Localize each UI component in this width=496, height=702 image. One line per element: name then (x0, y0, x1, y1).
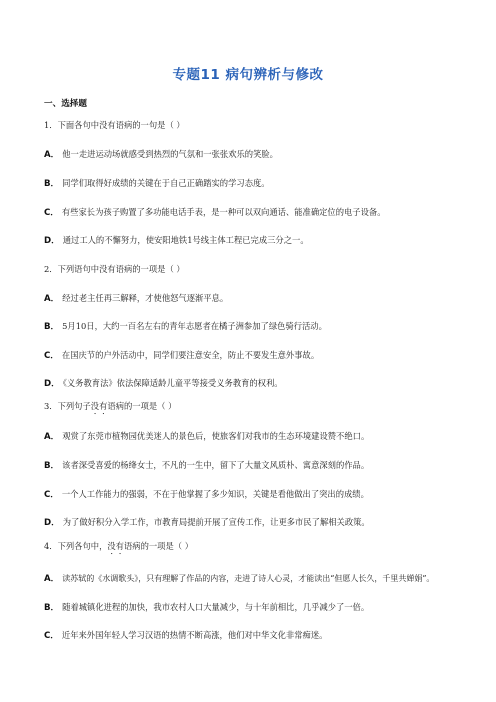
option-text: 该者深受喜爱的杨绛女士，不凡的一生中，留下了大量文风质朴、寓意深刻的作品。 (62, 460, 370, 470)
question-2-stem (44, 264, 464, 275)
option-text: 为了做好积分入学工作，市教育局提前开展了宣传工作，让更多市民了解相关政策。 (62, 517, 370, 527)
option-label: D． (44, 379, 60, 389)
option-label: D． (44, 518, 60, 528)
question-1-option-d (44, 235, 464, 247)
question-text: 下列语句中没有语病的一项是（ ） (57, 264, 185, 274)
option-text: 同学们取得好成绩的关键在于自己正确踏实的学习态度。 (62, 178, 270, 188)
option-label: C． (44, 208, 59, 218)
option-label: A． (44, 574, 60, 584)
question-1-stem (44, 120, 464, 131)
option-text: 有些家长为孩子购置了多功能电话手表，是一种可以双向通话、能准确定位的电子设备。 (61, 207, 386, 217)
question-3-option-d (44, 517, 464, 529)
question-3-stem (44, 401, 464, 416)
question-number: 1． (44, 120, 58, 130)
option-label: C． (44, 351, 59, 361)
option-text: 在国庆节的户外活动中，同学们要注意安全，防止不要发生意外事故。 (61, 350, 320, 360)
option-label: B． (44, 322, 60, 332)
option-label: A． (44, 294, 60, 304)
question-2-option-a (44, 293, 464, 305)
emphasis-text: 没有 (90, 401, 108, 411)
question-text-rest: 语病的一项是（ ） (123, 541, 193, 551)
option-text: 读苏轼的《水调歌头》，只有理解了作品的内容，走进了诗人心灵，才能读出“但愿人长久，千里共婵娟”。 (62, 574, 435, 583)
option-text: 一个人工作能力的强弱，不在于他掌握了多少知识，关键是看他做出了突出的成绩。 (61, 489, 369, 499)
option-text: 通过工人的不懈努力，使安阳地铁1号线主体工程已完成三分之一。 (62, 235, 309, 245)
option-label: D． (44, 236, 60, 246)
option-text: 《义务教育法》依法保障适龄儿童平等接受义务教育的权利。 (62, 378, 283, 388)
question-4-stem (44, 541, 464, 556)
question-1-option-b (44, 178, 464, 190)
question-3-option-b (44, 460, 464, 472)
question-number: 3． (44, 401, 58, 411)
option-text: 观赏了东莞市植物园优美迷人的景色后，使旅客们对我市的生态环境建设赞不绝口。 (62, 431, 370, 441)
option-label: B． (44, 179, 60, 189)
option-label: A． (44, 432, 60, 442)
question-4-option-a (44, 573, 464, 585)
question-3-option-c (44, 489, 464, 501)
question-text: 下列句子 (57, 401, 91, 411)
option-text: 近年来外国年轻人学习汉语的热情不断高涨，他们对中华文化非常痴迷。 (61, 630, 328, 640)
option-text: 随着城镇化进程的加快，我市农村人口大量减少，与十年前相比，几乎减少了一倍。 (62, 602, 370, 612)
option-label: C． (44, 631, 59, 641)
question-1-option-a (44, 149, 464, 161)
question-text: 下列各句中， (57, 541, 108, 551)
question-number: 4． (44, 541, 58, 551)
page-title: 专题11 病句辨析与修改 (172, 67, 324, 83)
question-2-option-b (44, 321, 464, 333)
option-text: 经过老主任再三解释，才使他怒气逐渐平息。 (62, 293, 229, 303)
option-label: B． (44, 603, 60, 613)
question-number: 2． (44, 264, 58, 274)
question-3-option-a (44, 431, 464, 443)
option-label: A． (44, 150, 60, 160)
question-4-option-b (44, 602, 464, 614)
option-text: 5月10日，大约一百名左右的青年志愿者在橘子洲参加了绿色骑行活动。 (62, 321, 327, 331)
question-text: 下面各句中没有语病的一句是（ ） (57, 120, 185, 130)
option-text: 他一走进运动场就感受到热烈的气氛和一张张欢乐的笑脸。 (62, 149, 278, 159)
section-heading: 一、选择题 (44, 99, 87, 109)
option-label: B． (44, 461, 60, 471)
question-2-option-d (44, 378, 464, 390)
emphasis-text: 没有 (107, 541, 124, 551)
option-label: C． (44, 490, 59, 500)
question-text-rest: 语病的一项是（ ） (107, 401, 177, 411)
question-4-option-c (44, 630, 464, 642)
question-1-option-c (44, 207, 464, 219)
question-2-option-c (44, 350, 464, 362)
